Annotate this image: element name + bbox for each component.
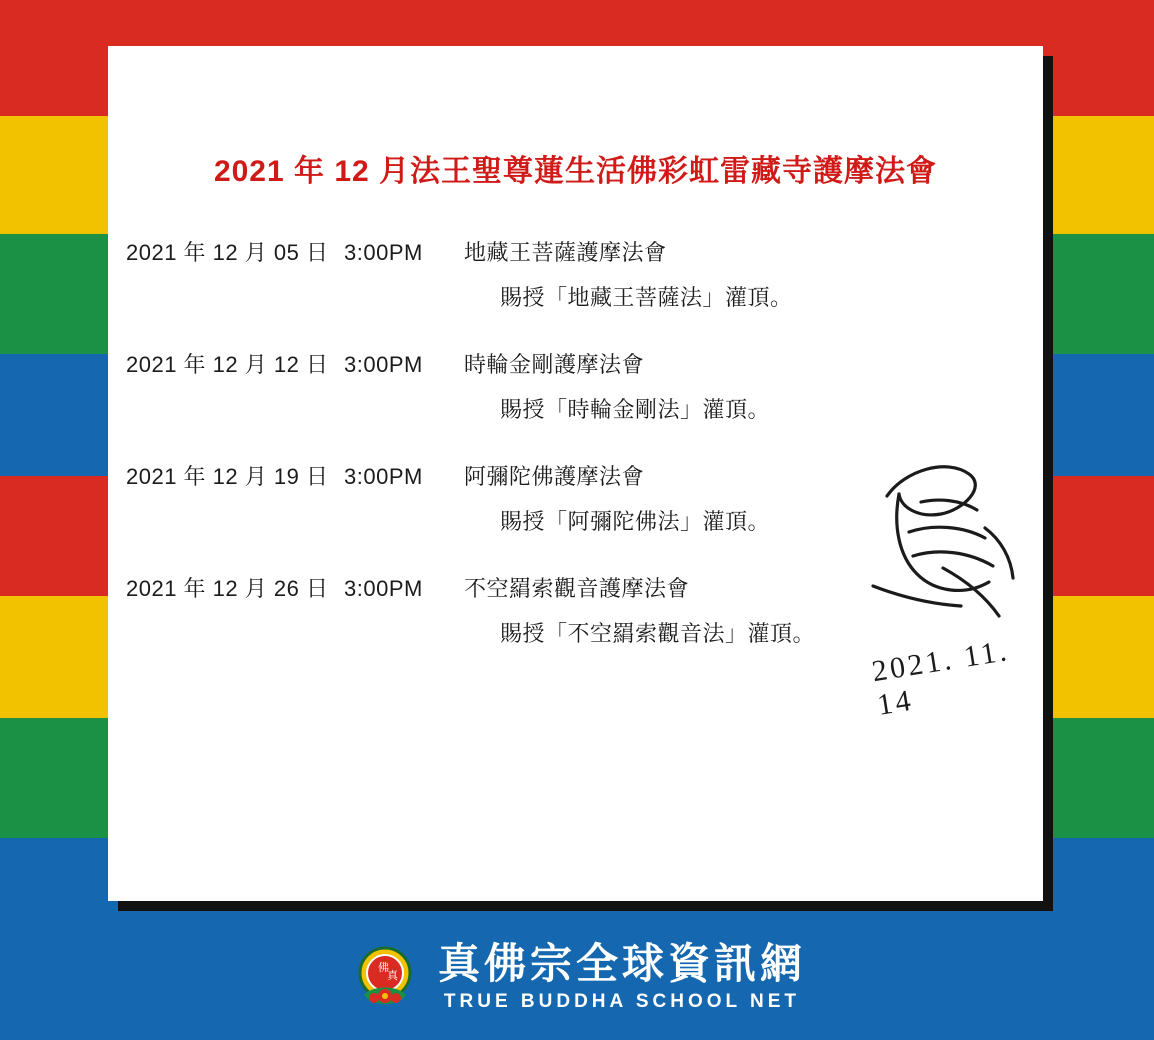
event-date: 2021 年 12 月 19 日: [126, 464, 329, 489]
event-date: 2021 年 12 月 12 日: [126, 352, 329, 377]
schedule-list: [108, 236, 1043, 684]
event-name: 不空羂索觀音護摩法會: [464, 576, 690, 601]
event-empowerment: 賜授「時輪金剛法」灌頂。: [500, 397, 771, 422]
signature-date: 2021. 11. 14: [869, 633, 1012, 722]
event-name: 阿彌陀佛護摩法會: [464, 464, 645, 489]
event-time: 3:00PM: [344, 464, 423, 489]
svg-text:佛: 佛: [377, 961, 389, 974]
schedule-item: [108, 348, 1043, 424]
poster-card: [108, 46, 1043, 901]
footer-brand-band: [0, 915, 1154, 1040]
event-empowerment: 賜授「地藏王菩薩法」灌頂。: [500, 285, 793, 310]
event-date: 2021 年 12 月 05 日: [126, 240, 329, 265]
schedule-item: [108, 236, 1043, 312]
svg-text:真: 真: [386, 969, 398, 982]
event-name: 時輪金剛護摩法會: [464, 352, 645, 377]
schedule-item: [108, 460, 1043, 536]
event-empowerment: 賜授「阿彌陀佛法」灌頂。: [500, 509, 771, 534]
true-buddha-school-emblem-icon: [348, 941, 422, 1015]
event-date: 2021 年 12 月 26 日: [126, 576, 329, 601]
page-title: 2021 年 12 月法王聖尊蓮生活佛彩虹雷藏寺護摩法會: [213, 155, 938, 188]
event-time: 3:00PM: [344, 240, 423, 265]
brand-name-chinese: 真佛宗全球資訊網: [437, 940, 806, 988]
event-time: 3:00PM: [344, 576, 423, 601]
event-empowerment: 賜授「不空羂索觀音法」灌頂。: [500, 621, 816, 646]
schedule-item: [108, 572, 1043, 648]
brand-name-english: TRUE BUDDHA SCHOOL NET: [443, 990, 801, 1012]
event-time: 3:00PM: [344, 352, 423, 377]
event-name: 地藏王菩薩護摩法會: [464, 240, 667, 265]
